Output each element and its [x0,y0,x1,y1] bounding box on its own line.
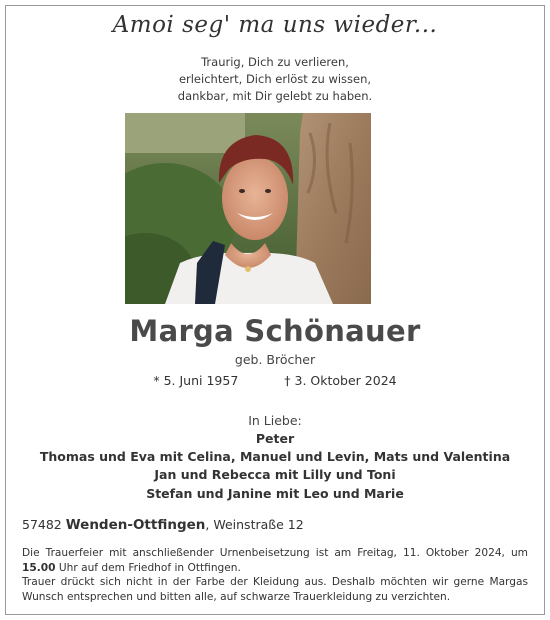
dress-note: Trauer drückt sich nicht in der Farbe der Kleidung aus. Deshalb möchten wir gerne Margas Wunsch entsprechen und bitten alle, auf schwarze Trauerkleidung zu verzichten. [22,576,528,603]
address-postcode: 57482 [22,517,62,532]
mourner-line: Stefan und Janine mit Leo und Marie [146,485,404,501]
motto-heading: Amoi seg' ma uns wieder... [112,12,438,38]
poem-line: dankbar, mit Dir gelebt zu haben. [177,89,373,103]
deceased-name: Marga Schönauer [129,314,421,348]
poem-line: Traurig, Dich zu verlieren, [201,55,349,69]
portrait-photo [125,113,371,304]
ceremony-time: 15.00 [22,561,56,574]
poem-line: erleichtert, Dich erlöst zu wissen, [178,72,372,86]
mourner-line: Jan und Rebecca mit Lilly und Toni [154,467,396,483]
address-separator: , [205,517,214,532]
address-city: Wenden-Ottfingen [65,517,206,533]
ceremony-text: Die Trauerfeier mit anschließender Urnenbeisetzung ist am Freitag, 11. Oktober 2024, um 15.00 Uhr auf dem Friedhof in Ottfingen. [22,547,528,574]
birth-date: * 5. Juni 1957 [153,373,239,388]
address [22,517,304,533]
death-date: † 3. Oktober 2024 [284,373,397,388]
birth-name: geb. Bröcher [234,352,316,367]
mourners-list [0,430,550,503]
mourners-intro: In Liebe: [248,413,302,428]
poem [0,54,550,105]
life-dates [0,373,550,388]
funeral-info [22,546,528,604]
mourner-line: Thomas und Eva mit Celina, Manuel und Levin, Mats und Valentina [39,449,511,465]
mourner-line: Peter [255,431,295,446]
address-street: Weinstraße 12 [213,517,304,532]
